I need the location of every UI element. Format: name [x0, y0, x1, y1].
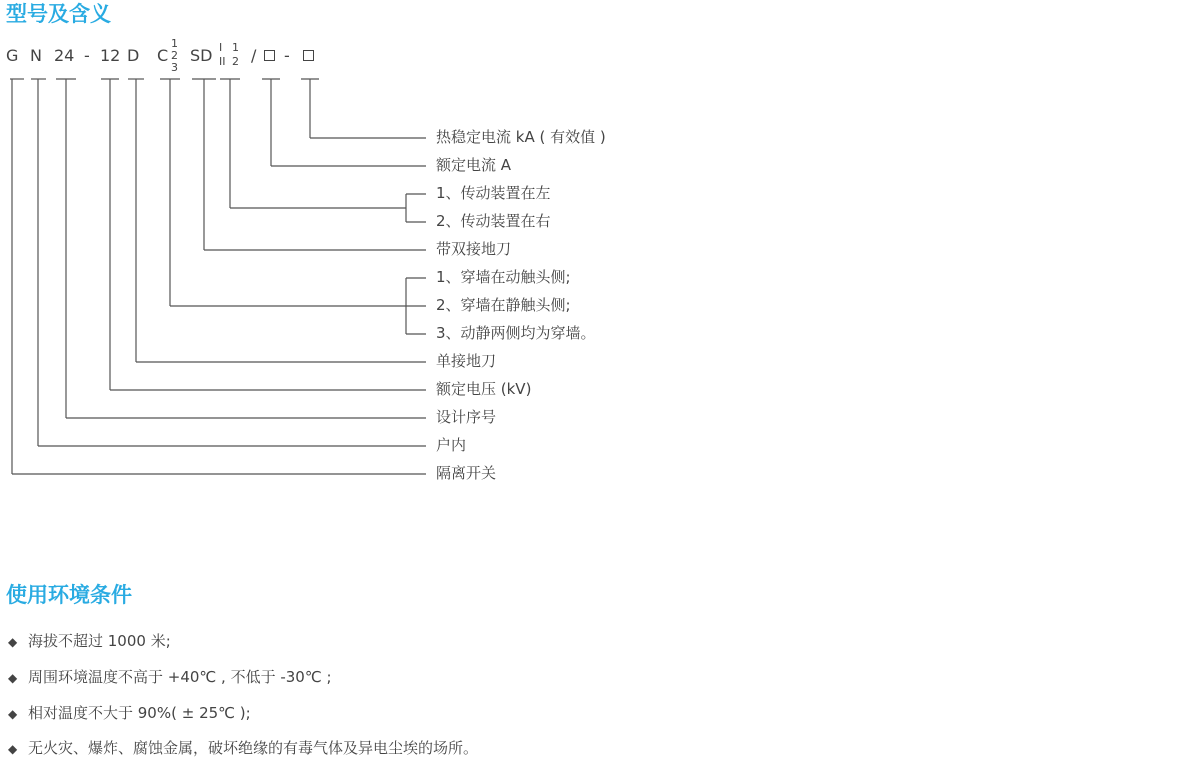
code-seq: 24 — [54, 46, 75, 65]
label-rated-voltage: 额定电压 (kV) — [436, 380, 532, 398]
diamond-bullet-icon: ◆ — [8, 742, 18, 756]
code-sd: SD — [190, 46, 213, 65]
label-isolator: 隔离开关 — [436, 464, 497, 482]
section-title-environment: 使用环境条件 — [6, 583, 132, 607]
label-wall-both-sides: 3、动静两侧均为穿墙。 — [436, 324, 596, 342]
list-item — [8, 670, 332, 685]
code-slash: / — [251, 46, 257, 65]
code-g: G — [6, 46, 19, 65]
condition-text: 海拔不超过 1000 米; — [28, 632, 171, 650]
diamond-bullet-icon: ◆ — [8, 707, 18, 721]
code-voltage: 12 — [100, 46, 121, 65]
label-wall-static-side: 2、穿墙在静触头侧; — [436, 296, 571, 314]
label-wall-moving-side: 1、穿墙在动触头侧; — [436, 268, 571, 286]
code-sd-sub-2: 2 — [232, 55, 239, 68]
section-title-model: 型号及含义 — [6, 2, 111, 26]
condition-text: 相对温度不大于 90%( ± 25℃ ); — [28, 704, 251, 722]
label-rated-current: 额定电流 A — [436, 156, 512, 174]
label-single-earth-switch: 单接地刀 — [436, 352, 497, 370]
code-c-sub-1: 1 — [171, 37, 178, 50]
code-dash-2: - — [284, 46, 290, 65]
diamond-bullet-icon: ◆ — [8, 671, 18, 685]
code-c-sub-3: 3 — [171, 61, 178, 74]
condition-text: 周围环境温度不高于 +40℃ , 不低于 -30℃ ; — [28, 668, 332, 686]
label-indoor: 户内 — [436, 436, 467, 454]
code-sd-roman-1: I — [219, 41, 223, 54]
list-item — [8, 741, 478, 756]
list-item — [8, 706, 251, 721]
code-c-sub-2: 2 — [171, 49, 178, 62]
condition-text: 无火灾、爆炸、腐蚀金属，破坏绝缘的有毒气体及异电尘埃的场所。 — [28, 739, 479, 757]
label-drive-left: 1、传动装置在左 — [436, 184, 551, 202]
label-drive-right: 2、传动装置在右 — [436, 212, 551, 230]
label-design-sequence: 设计序号 — [436, 408, 497, 426]
code-n: N — [30, 46, 42, 65]
code-c: C — [157, 46, 169, 65]
label-thermal-current: 热稳定电流 kA ( 有效值 ) — [436, 128, 606, 146]
code-sd-roman-2: II — [219, 55, 226, 68]
list-item — [8, 634, 171, 649]
diamond-bullet-icon: ◆ — [8, 635, 18, 649]
code-sd-sub-1: 1 — [232, 41, 239, 54]
code-dash: - — [84, 46, 90, 65]
code-d: D — [127, 46, 140, 65]
label-double-earth-switch: 带双接地刀 — [436, 240, 512, 258]
